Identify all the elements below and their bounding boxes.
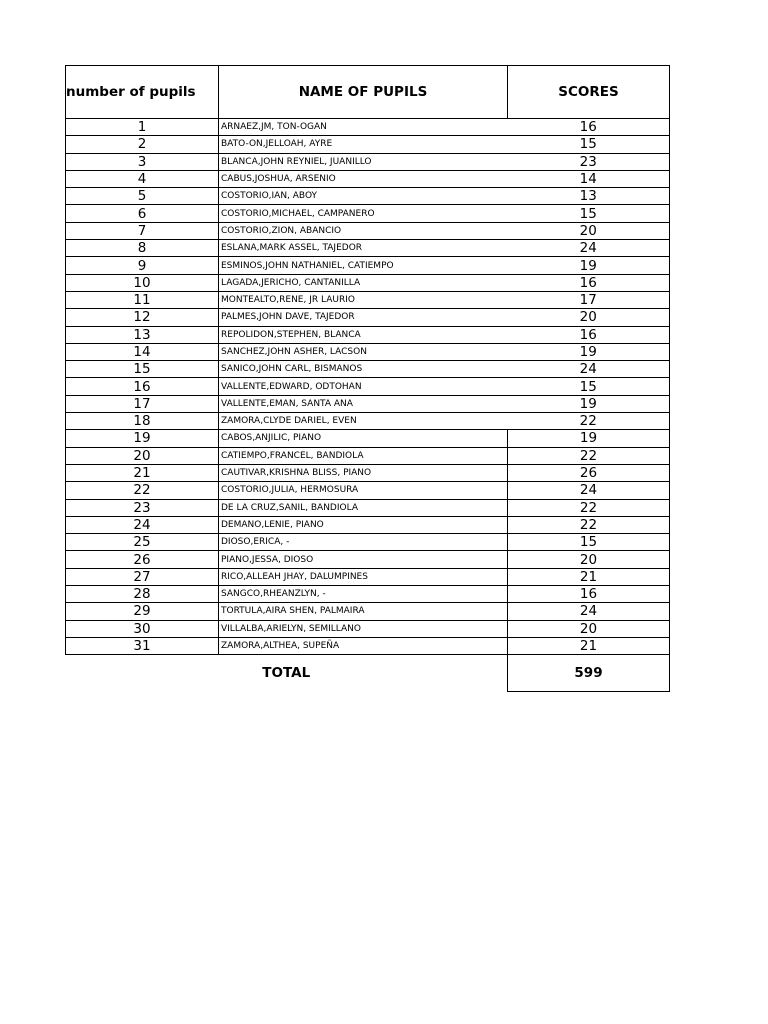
pupil-name: CABUS,JOSHUA, ARSENIO [219,170,508,187]
pupil-name: DEMANO,LENIE, PIANO [219,516,508,533]
pupil-score: 19 [508,257,670,274]
table-row [66,620,670,637]
table-row [66,516,670,533]
table-row [66,205,670,222]
pupil-number: 4 [66,170,219,187]
pupil-number: 7 [66,222,219,239]
pupil-score: 20 [508,551,670,568]
table-row [66,586,670,603]
pupil-number: 13 [66,326,219,343]
pupil-score: 22 [508,499,670,516]
pupil-name: ESMINOS,JOHN NATHANIEL, CATIEMPO [219,257,508,274]
pupil-number: 9 [66,257,219,274]
pupil-number: 27 [66,568,219,585]
pupil-name: LAGADA,JERICHO, CANTANILLA [219,274,508,291]
pupil-number: 3 [66,153,219,170]
pupil-number: 22 [66,482,219,499]
pupil-score: 19 [508,430,670,447]
pupil-number: 19 [66,430,219,447]
table-row [66,326,670,343]
pupil-score: 21 [508,568,670,585]
pupil-number: 10 [66,274,219,291]
pupil-score: 23 [508,153,670,170]
pupil-name: COSTORIO,MICHAEL, CAMPANERO [219,205,508,222]
pupil-name: ZAMORA,CLYDE DARIEL, EVEN [219,413,508,430]
pupil-score: 16 [508,326,670,343]
pupil-number: 23 [66,499,219,516]
table-row [66,534,670,551]
table-row [66,170,670,187]
pupil-score: 15 [508,205,670,222]
table-row [66,378,670,395]
pupil-score: 16 [508,274,670,291]
pupil-name: BATO-ON,JELLOAH, AYRE [219,136,508,153]
pupil-score: 24 [508,361,670,378]
pupil-score: 20 [508,222,670,239]
pupil-score: 19 [508,395,670,412]
total-label: TOTAL [66,655,508,692]
pupil-score: 17 [508,291,670,308]
pupil-name: VALLENTE,EDWARD, ODTOHAN [219,378,508,395]
pupil-score: 20 [508,309,670,326]
pupil-scores-table [65,65,670,692]
pupil-name: CATIEMPO,FRANCEL, BANDIOLA [219,447,508,464]
pupil-number: 29 [66,603,219,620]
pupil-number: 24 [66,516,219,533]
pupil-name: TORTULA,AIRA SHEN, PALMAIRA [219,603,508,620]
pupil-score: 20 [508,620,670,637]
table-row [66,257,670,274]
pupil-number: 15 [66,361,219,378]
header-scores: SCORES [508,66,670,119]
pupil-name: RICO,ALLEAH JHAY, DALUMPINES [219,568,508,585]
pupil-name: SANICO,JOHN CARL, BISMANOS [219,361,508,378]
pupil-score: 22 [508,516,670,533]
pupil-number: 30 [66,620,219,637]
pupil-number: 25 [66,534,219,551]
pupil-score: 22 [508,447,670,464]
table-body [66,119,670,655]
pupil-score: 15 [508,534,670,551]
pupil-score: 16 [508,119,670,136]
pupil-score: 24 [508,482,670,499]
pupil-score: 14 [508,170,670,187]
pupil-name: COSTORIO,ZION, ABANCIO [219,222,508,239]
pupil-name: DE LA CRUZ,SANIL, BANDIOLA [219,499,508,516]
pupil-name: SANGCO,RHEANZLYN, - [219,586,508,603]
pupil-number: 1 [66,119,219,136]
pupil-number: 5 [66,188,219,205]
pupil-number: 17 [66,395,219,412]
table-row [66,603,670,620]
total-value: 599 [508,655,670,692]
table-row [66,343,670,360]
table-row [66,464,670,481]
pupil-name: PIANO,JESSA, DIOSO [219,551,508,568]
pupil-number: 12 [66,309,219,326]
table-row [66,309,670,326]
pupil-name: MONTEALTO,RENE, JR LAURIO [219,291,508,308]
pupil-number: 28 [66,586,219,603]
pupil-score: 15 [508,136,670,153]
pupil-score: 19 [508,343,670,360]
pupil-name: ARNAEZ,JM, TON-OGAN [219,119,508,136]
pupil-name: PALMES,JOHN DAVE, TAJEDOR [219,309,508,326]
pupil-name: DIOSO,ERICA, - [219,534,508,551]
pupil-name: SANCHEZ,JOHN ASHER, LACSON [219,343,508,360]
table-row [66,430,670,447]
header-number-of-pupils: number of pupils [66,66,219,119]
table-row [66,153,670,170]
table-row [66,637,670,654]
pupil-number: 20 [66,447,219,464]
pupil-number: 31 [66,637,219,654]
pupil-number: 11 [66,291,219,308]
pupil-score: 13 [508,188,670,205]
table-row [66,568,670,585]
pupil-name: VALLENTE,EMAN, SANTA ANA [219,395,508,412]
table-row [66,291,670,308]
table-row [66,395,670,412]
table-row [66,136,670,153]
pupil-name: VILLALBA,ARIELYN, SEMILLANO [219,620,508,637]
pupil-number: 21 [66,464,219,481]
pupil-name: COSTORIO,IAN, ABOY [219,188,508,205]
pupil-name: ZAMORA,ALTHEA, SUPEÑA [219,637,508,654]
pupil-number: 18 [66,413,219,430]
table-row [66,499,670,516]
table-row [66,551,670,568]
table-row [66,413,670,430]
pupil-score: 24 [508,603,670,620]
pupil-name: COSTORIO,JULIA, HERMOSURA [219,482,508,499]
table-header-row [66,66,670,119]
pupil-name: REPOLIDON,STEPHEN, BLANCA [219,326,508,343]
table-row [66,361,670,378]
table-row [66,222,670,239]
pupil-number: 8 [66,240,219,257]
table-row [66,240,670,257]
pupil-number: 6 [66,205,219,222]
pupil-number: 14 [66,343,219,360]
pupil-score: 24 [508,240,670,257]
table-row [66,119,670,136]
score-sheet [65,65,669,692]
pupil-number: 16 [66,378,219,395]
table-row [66,188,670,205]
pupil-name: BLANCA,JOHN REYNIEL, JUANILLO [219,153,508,170]
pupil-score: 16 [508,586,670,603]
pupil-score: 15 [508,378,670,395]
table-row [66,447,670,464]
pupil-score: 22 [508,413,670,430]
pupil-name: CAUTIVAR,KRISHNA BLISS, PIANO [219,464,508,481]
table-row [66,274,670,291]
total-row [66,655,670,692]
pupil-name: CABOS,ANJILIC, PIANO [219,430,508,447]
header-name-of-pupils: NAME OF PUPILS [219,66,508,119]
pupil-score: 21 [508,637,670,654]
table-row [66,482,670,499]
pupil-score: 26 [508,464,670,481]
pupil-number: 2 [66,136,219,153]
pupil-name: ESLANA,MARK ASSEL, TAJEDOR [219,240,508,257]
pupil-number: 26 [66,551,219,568]
